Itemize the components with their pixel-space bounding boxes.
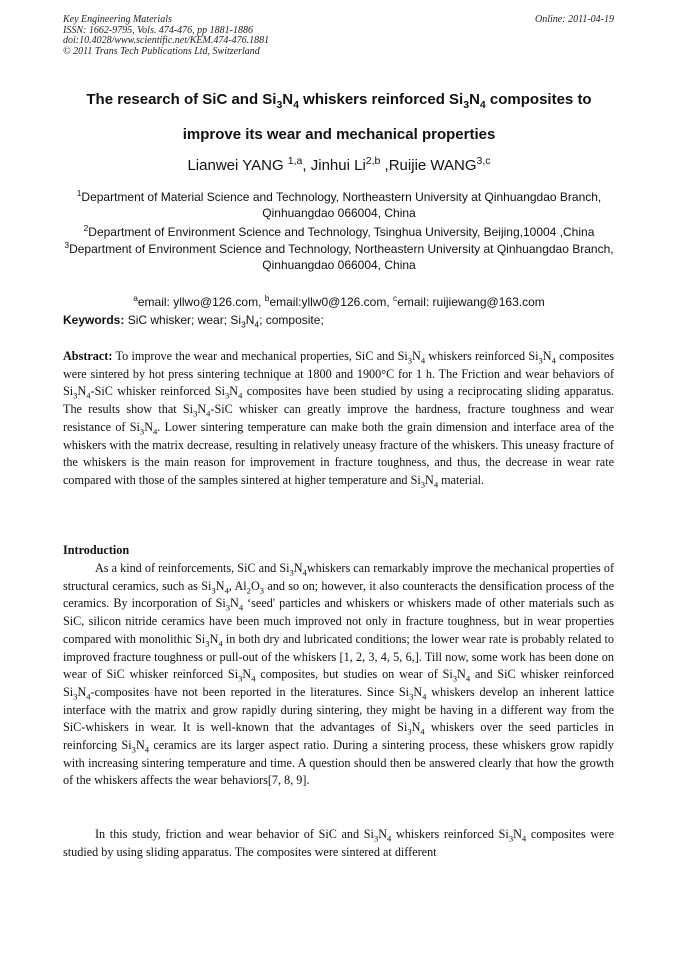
paper-title-line-1: The research of SiC and $Si_3N_4$ whiskers reinforced $Si_3N_4$ composites to <box>86 91 592 111</box>
copyright-line: © 2011 Trans Tech Publications Ltd, Switzerland <box>63 45 260 57</box>
issn-line: ISSN: 1662-9795, Vols. 474-476, pp 1881-1886 <box>63 24 253 36</box>
online-date: Online: 2011-04-19 <box>535 14 614 25</box>
author-list: Lianwei YANG $^{1,a}$, Jinhui Li$^{2,b}$ ,Ruijie WANG$^{3,c}$ <box>187 155 491 174</box>
affiliation-1: $^1$Department of Material Science and Technology, Northeastern University at Qinhuangdao Branch, Qinhuangdao 066004, China <box>76 188 602 220</box>
paper-title-line-2: improve its wear and mechanical properties <box>182 126 496 143</box>
affiliation-2: $^2$Department of Environment Science and Technology, Tsinghua University, Beijing,10004 ,China <box>83 223 595 239</box>
abstract: Abstract: To improve the wear and mechanical properties, SiC and $Si_3N_4$ whiskers reinforced $Si_3N_4$ composites were sintered by hot press sintering technique at 1800 and 1900°C for 1 h. The Friction and wear behaviors of $Si_3N_4$-SiC whisker reinforced $Si_3N_4$ composites have been studied by using a reciprocating sliding apparatus. The results show that $Si_3N_4$-SiC whisker can greatly improve the hardness, fracture toughness and wear resistance of $Si_3N_4$. Lower sintering temperature can make both the grain dimension and interface area of the whiskers with the matrix decrease, resulting in relatively uneasy fracture of the whiskers. This uneasy fracture of the whiskers is the main reason for improvement in fracture toughness, and thus, the decrease in wear rate compared with those of the samples sintered at higher temperature and $Si_3N_4$ material. <box>63 349 614 490</box>
introduction-paragraph-1: As a kind of reinforcements, SiC and $Si_3N_4whiskers$ can remarkably improve the mechanical properties of structural ceramics, such as $Si_3N_4$, $Al_2O_3$ and so on; however, it also counteracts the densification process of the ceramics. By incorporation of $Si_3N_4$ ‘seed' particles and whiskers or whiskers made of other materials such as SiC, silicon nitride ceramics have been much improved not only in fracture toughness, but in wear properties compared with monolithic $Si_3N_4$ in both dry and lubricated conditions; the lower wear rate is probably related to improved fracture toughness or pull-out of the whiskers [1, 2, 3, 4, 5, 6,]. Till now, some work has been done on wear of SiC whisker reinforced $Si_3N_4$ composites, but studies on wear of $Si_3N_4$ and SiC whisker reinforced $Si_3N_4$-composites have not been reported in the literatures. Since $Si_3N_4$ whiskers develop an inherent lattice interface with the matrix and grow rapidly during sintering, they might be having in a different way from the SiC-whiskers in wear. It is well-known that the advantages of $Si_3N_4$ whiskers over the seed particles in reinforcing $Si_3N_4$ ceramics are its larger aspect ratio. During a sintering process, these whiskers grow rapidly with increasing sintering temperature and time. A question should then be answered clearly that how the growth of the whiskers affects the wear behaviors[7, 8, 9]. <box>63 561 615 788</box>
journal-header <box>63 15 269 57</box>
section-heading-introduction: Introduction <box>63 543 130 557</box>
doi-line: doi:10.4028/www.scientific.net/KEM.474-476.1881 <box>63 35 270 47</box>
keywords: Keywords: SiC whisker; wear; $Si_3N_4$; composite; <box>63 313 324 330</box>
introduction-paragraph-2: In this study, friction and wear behavior of SiC and $Si_3N_4$ whiskers reinforced $Si_3N_4$ composites were studied by using sliding apparatus. The composites were sintered at different <box>63 827 614 859</box>
affiliation-3: $^3$Department of Environment Science and Technology, Northeastern University at Qinhuangdao Branch, Qinhuangdao 066004, China <box>64 240 614 272</box>
journal-name: Key Engineering Materials <box>63 14 172 25</box>
email-list: $^a$email: yllwo@126.com, $^b$email:yllw0@126.com, $^c$email: ruijiewang@163.com <box>133 293 545 309</box>
